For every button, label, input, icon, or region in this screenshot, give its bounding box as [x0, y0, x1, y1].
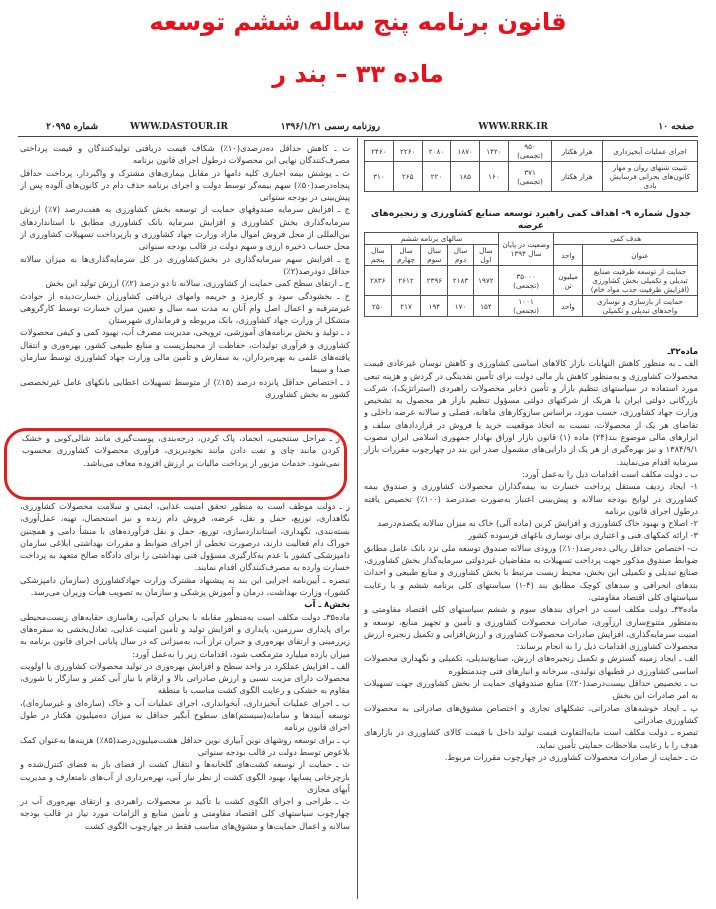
document-title: قانون برنامه پنج ساله ششم توسعه	[149, 8, 567, 36]
table-cell: حمایت از توسعه ظرفیت صنایع تبدیلی و تکمیلی بخش کشاورزی (افزایش ظرفیت جذب مواد خام)	[583, 266, 698, 296]
table-cell: ۱۶۰	[480, 162, 509, 192]
gazette-date: روزنامه رسمی ۱۳۹۶/۱/۲۱	[280, 122, 380, 132]
paragraph: ت- اختصاص حداقل ریالی ده‌درصد(۱۰٪) ورودی سالانه صندوق توسعه ملی نزد بانک عامل مطابق ضوابط صندوق مذکور جهت پرداخت تسهیلات به متقاضیان غیردولتی سرمایه‌گذار بخش کشاورزی، صنایع تبدیلی و تکمیلی این بخش، محیط زیست مرتبط با بخش کشاورزی و منابع طبیعی و احداث بندهای انحرافی و سدهای کوچک مطابق بند (۴-۱) سیاستهای کلی برنامه ششم و با رعایت سیاستهای کلی اقتصاد مقاومتی.	[364, 542, 698, 602]
table-header: سال پنجم	[365, 245, 392, 266]
table-header: سال دوم	[448, 245, 473, 266]
agro-industry-table	[364, 232, 698, 317]
table-header: سال چهارم	[391, 245, 421, 266]
table-cell: ۳۵۰۰۰ (تجمعی)	[499, 266, 554, 296]
table-cell: ۲۴۶۰	[365, 141, 394, 162]
paragraph: الف ـ افزایش عملکرد در واحد سطح و افزایش بهره‌وری در تولید محصولات کشاورزی با اولویت محصولات دارای مزیت نسبی و ارزش صادراتی بالا و ارقام با نیاز آبی کمتر و سازگار با شوری، مقاوم به خشکی و رعایت الگوی کشت مناسب با منطقه	[20, 660, 350, 696]
table-cell: ۱۵۴	[473, 296, 498, 317]
paragraph: چ ـ افزایش سهم سرمایه‌گذاری در بخش‌کشاورزی در کل سرمایه‌گذاری‌ها به میزان سالانه حداقل دودرصد(۲٪)	[20, 253, 350, 276]
page-number: صفحه ۱۰	[658, 122, 694, 132]
paragraph: ح ـ ارتقای سطح کمی حمایت از کشاورزی، سالانه تا دو درصد (۲٪) ارزش تولید این بخش	[45, 278, 350, 289]
table-header: عنوان	[583, 245, 698, 266]
watershed-table	[364, 140, 698, 192]
column-divider	[357, 138, 358, 899]
paragraph: ج ـ افزایش سرمایه صندوقهای حمایت از توسعه بخش کشاورزی به هفت‌درصد (۷٪) ارزش سرمایه‌گذاری بخش کشاورزی و افزایش سرمایه بانک کشاورزی مطابق با استانداردهای بین‌المللی از محل فروش اموال مازاد وزارت جهاد کشاورزی و بازپرداخت تسهیلات کشاورزی از محل حساب ذخیره ارزی و سهم دولت در قالب بودجه سنواتی	[20, 204, 350, 252]
article-subtitle: ماده ۳۳ – بند ر	[272, 60, 444, 88]
table-cell: ۲۲۰	[422, 162, 451, 192]
table-cell: اجرای عملیات آبخیزداری	[603, 141, 698, 162]
left-column-text-bottom	[20, 500, 350, 900]
paragraph: ت ـ حمایت از توسعه کشت‌های گلخانه‌ها و انتقال کشت از فضای باز به فضای کنترل‌شده و بازچرخانی پسابها، بهبود الگوی کشت از نظر نیاز آبی، بهره‌برداری از آب‌های نامتعارف و مدیریت آبهای مجازی	[20, 759, 350, 794]
right-column-text	[364, 345, 698, 900]
paragraph: ث ـ طراحی و اجرای الگوی کشت با تأکید بر محصولات راهبردی و ارتقای بهره‌وری آب در چهارچوب سیاستهای کلی اقتصاد مقاومتی و تأمین منابع و الزامات مورد نیاز در قالب بودجه سالانه و اعمال حمایت‌ها و مشوق‌های مناسب فقط در چهارچوب الگوی کشت	[20, 796, 350, 831]
paragraph: الف ـ به منظور کاهش التهابات بازار کالاهای اساسی کشاورزی و کاهش نوسان غیرعادی قیمت محصولات کشاورزی و به‌منظور کاهش بار مالی دولت برای تأمین نقدینگی در گردش و هزینه تبعی مورد استفاده در سیاستهای تنظیم بازار و تأمین ذخایر محصولات راهبردی (استراتژیک)، شرکت بازرگانی دولتی ایران یا هریک از شرکتهای دولتی مسؤول تنظیم بازار هر محصول به تشخیص وزارت جهاد کشاورزی، حسب مورد، براساس سازوکارهای ماهانه، فصلی و سالانه عرضه داخلی و تقاضای هر یک از محصولات، نسبت به اتخاذ موقعیت خرید یا فروش در قراردادهای سلف و ابزارهای مالی موضوع بند(۲۴) ماده (۱) قانون بازار اوراق بهادار جمهوری اسلامی ایران مصوب ۱۳۸۴/۹/۱ و نیز بهره‌گیری از هر یک از دارایی‌های مشمول صدر این بند در چهارچوب مقررات بازار سرمایه اقدام می‌نمایند.	[364, 358, 698, 467]
gazette-number: شماره ۲۰۹۹۵	[46, 122, 98, 132]
table-cell: ۲۱۸۳	[448, 266, 473, 296]
table-cell: ۲۰۸۰	[422, 141, 451, 162]
paragraph: ماده۳۵ـ دولت مکلف است به‌منظور مقابله با بحران کم‌آبی، رهاسازی حقابه‌های زیست‌محیطی برای پایداری سرزمین، پایداری و افزایش تولید و تأمین امنیت غذایی، تعادل‌بخشی به سفره‌های زیرزمینی و ارتقای بهره‌وری و جبران تراز آب، به‌میزانی که در سال پایانی اجرای قانون برنامه به میزان یازده میلیارد مترمکعب شود، اقدامات زیر را به‌عمل آورد:	[20, 611, 350, 659]
table-cell: ۱۸۵	[451, 162, 480, 192]
table-cell: هزار هکتار	[552, 162, 603, 192]
paragraph: خ ـ بخشودگی سود و کارمزد و جریمه وامهای دریافتی کشاورزان خسارت‌دیده از حوادث غیرمترقبه و اعمال اصل وام آنان به مدت سه سال و تعیین میزان خسارت توسط کارگروهی متشکل از وزارت جهاد کشاورزی، بانک مربوطه و فرمانداری شهرستان	[20, 290, 350, 326]
paragraph: ماده۳۳ـ دولت مکلف است در اجرای بندهای سوم و ششم سیاستهای کلی اقتصاد مقاومتی و به‌منظور متنوع‌سازی ارزآوری، صادرات محصولات کشاورزی و تأمین و تجهیز منابع، توسعه و امنیت سرمایه‌گذاری، افزایش صادرات محصولات کشاورزی و ارزش‌افزایی و تکمیل زنجیره ارزش محصولات کشاورزی اقدامات ذیل را به انجام برساند:	[364, 604, 698, 652]
table-header: وضعیت در پایان سال ۱۳۹۴	[499, 233, 554, 266]
left-column-text-top	[20, 142, 350, 428]
table-cell: ۲۶۱۲	[391, 266, 421, 296]
table-cell: ۹۵۰ (تجمعی)	[508, 141, 551, 162]
paragraph: ۳- ارائه کمکهای فنی و اعتباری برای نوسازی باغهای فرسوده کشور	[468, 530, 698, 541]
table-cell: ۲۲۶۰	[393, 141, 422, 162]
paragraph: ب ـ دولت مکلف است اقدامات ذیل را به‌عمل آورد:	[521, 468, 698, 479]
paragraph: ماده۳۲ـ	[667, 346, 698, 356]
table-cell: ۲۸۳۶	[365, 266, 392, 296]
site-link[interactable]: WWW.RRK.IR	[478, 122, 548, 132]
table-row	[365, 141, 698, 162]
paragraph: ت ـ کاهش حداقل ده‌درصدی(۱۰٪) شکاف قیمت دریافتی تولیدکنندگان و قیمت پرداختی مصرف‌کنندگان نهایی این محصولات درطول اجرای قانون برنامه	[20, 143, 350, 166]
table-cell: ۱۴۲۰	[480, 141, 509, 162]
table-cell: واحد	[554, 296, 583, 317]
gazette-header	[18, 120, 698, 136]
paragraph: ث ـ حمایت از صادرات محصولات کشاورزی در چهارچوب مقررات مربوط.	[444, 751, 698, 762]
table-header: هدف کمی	[554, 233, 698, 245]
table-cell: ۱۷۰	[448, 296, 473, 317]
table-cell: ۱۹۴	[421, 296, 448, 317]
highlighted-clause-r: ر ـ مراحل سنتجینی، انجماد، پاک کردن، درجه‌بندی، پوست‌گیری مانند شالی‌کوبی و خشک کردن مانند چای و تفت دادن مانند نخودبریزی، فرآوری محصولات کشاورزی محسوب نمی‌شود. خدمات مزبور از پرداخت مالیات بر ارزش افزوده معاف می‌باشد.	[22, 433, 340, 468]
table-row	[365, 296, 698, 317]
paragraph: تبصره ـ آیین‌نامه اجرایی این بند به پیشنهاد مشترک وزارت جهادکشاورزی (سازمان دامپزشکی کشور)، وزارت بهداشت، درمان و آموزش پزشکی و سازمان به تصویب هیأت وزیران می‌رسد.	[20, 574, 350, 598]
paragraph: ۲- اصلاح و بهبود خاک کشاورزی و افزایش کربن (ماده آلی) خاک به میزان سالانه یکصدم‌درصد	[377, 518, 698, 529]
paragraph: پ ـ برای توسعه روشهای نوین آبیاری نوین حداقل هشت‌میلیون‌درصد(۸۵٪) هزینه‌ها به‌عنوان کمک بلاعوض توسط دولت در قالب بودجه سنواتی	[20, 734, 350, 757]
table-cell: میلیون تن	[554, 266, 583, 296]
table-row	[365, 162, 698, 192]
paragraph: ب ـ تخصیص حداقل بیست‌درصد(۲۰٪) منابع صندوقهای حمایت از بخش کشاورزی جهت تسهیلات به امر صادرات این بخش	[364, 678, 698, 701]
table-cell: ۲۵۰	[365, 296, 392, 317]
paragraph: ذ ـ اختصاص حداقل پانزده درصد (۱۵٪) از متوسط تسهیلات اعطایی بانکهای عامل غیرتخصصی کشور به بخش کشاورزی	[20, 376, 350, 399]
paragraph: ۱- ایجاد ردیف مستقل پرداخت خسارت به بیمه‌گذاران محصولات کشاورزی و صندوق بیمه کشاورزی در لوایح بودجه سالانه و پیش‌بینی اعتبار به‌صورت صددرصد (۱۰۰٪) تخصیص یافته درطول اجرای قانون برنامه	[364, 481, 698, 516]
table-cell: ۱۰۰۱ (تجمعی)	[499, 296, 554, 317]
table-row	[365, 266, 698, 296]
paragraph: تبصره ـ دولت مکلف است مابه‌التفاوت قیمت تولید داخل با قیمت کالای کشاورزی در بازارهای هدف را با رعایت ملاحظات حمایتی تأمین نماید.	[364, 727, 698, 750]
table-cell: ۱۹۷۲	[473, 266, 498, 296]
paragraph: ز ـ دولت موظف است به منظور تحقق امنیت غذایی، ایمنی و سلامت محصولات کشاورزی، نگاهداری، توزیع، حمل و نقل، عرضه، فروش دام زنده و نیز استحصال، تهیه، عمل‌آوری، بسته‌بندی، نگهداری، استانداردسازی، توزیع، حمل و نقل فرآورده‌های با منشأ دامی و همچنین خوراک دام فعالیت دارند، درصورت تخطی از اجرای ضوابط و مقررات بهداشتی ابلاغی سازمان دامپزشکی کشور با عدم به‌کارگیری مسؤول فنی بهداشتی را برای دادگاه صالح متعهد به پرداخت خسارت وارده به مصرف‌کنندگان اقدام نمایند.	[20, 501, 350, 573]
header-rule	[18, 136, 698, 137]
table-cell: ۳۷۱ (تجمعی)	[508, 162, 551, 192]
table-caption: جدول شماره ۹- اهداف کمی راهبرد توسعه صنایع کشاورزی و زنجیره‌های عرضه	[370, 209, 692, 231]
table-cell: هزار هکتار	[552, 141, 603, 162]
table-header: سال سوم	[421, 245, 448, 266]
table-cell: ۳۱۰	[365, 162, 394, 192]
table-cell: ۲۶۵	[393, 162, 422, 192]
site-link-2[interactable]: WWW.DASTOUR.IR	[129, 122, 228, 132]
paragraph: د ـ تولید و بخش برنامه‌های آموزشی، ترویجی، مدیریت مصرف آب، بهبود کمی و کیفی محصولات کشاورزی و فرآوری تولیدات، حفاظت از محیط‌زیست و منابع طبیعی کشور، بهره‌وری و انتقال یافته‌های علمی به بهره‌برداران، به سفارش و تأمین مالی وزارت جهاد کشاورزی توسط سازمان صدا و سیما	[20, 327, 350, 375]
paragraph: ث ـ پوشش بیمه اجباری کلیه دامها در مقابل بیماری‌های مشترک و واگیردار، پرداخت حداقل پنجاه‌درصد(۵۰٪) سهم بیمه‌گر توسط دولت و اجرای برنامه حذف دام در کانون‌های آلوده پس از پیش‌بینی در بودجه سنواتی	[20, 167, 350, 203]
paragraph: ب ـ اجرای عملیات آبخیزداری، آبخوانداری، اجرای عملیات آب و خاک (سازه‌ای و غیرسازه‌ای)، توسعه آبیندها و سامانه(سیستم)های سطوح آبگیر حداقل به میزان ده‌میلیون هکتار در طول اجرای قانون برنامه	[20, 697, 350, 733]
table-cell: ۱۸۷۰	[451, 141, 480, 162]
table-cell: ۲۱۷	[391, 296, 421, 317]
paragraph: پ ـ ایجاد خوشه‌های صادراتی، تشکلهای تجاری و اختصاص مشوق‌های صادراتی به محصولات کشاورزی صادراتی	[364, 702, 698, 725]
table-header: سالهای برنامه ششم	[365, 233, 499, 245]
table-cell: تثبیت شنهای روان و مهار کانون‌های بحرانی فرسایش بادی	[603, 162, 698, 192]
table-cell: حمایت از بازسازی و نوسازی واحدهای تبدیلی و تکمیلی	[583, 296, 698, 317]
table-header: واحد	[554, 245, 583, 266]
paragraph: الف ـ ایجاد زمینه گسترش و تکمیل زنجیره‌های ارزش، صنایع‌تبدیلی، تکمیلی و نگهداری محصولات اساسی کشاورزی در قطبهای تولیدی، سرخانه و انبارهای فنی چندمنظوره	[364, 653, 698, 676]
section-heading: بخش۸ ـ آب	[304, 599, 350, 610]
table-cell: ۲۳۹۶	[421, 266, 448, 296]
table-header: سال اول	[473, 245, 498, 266]
